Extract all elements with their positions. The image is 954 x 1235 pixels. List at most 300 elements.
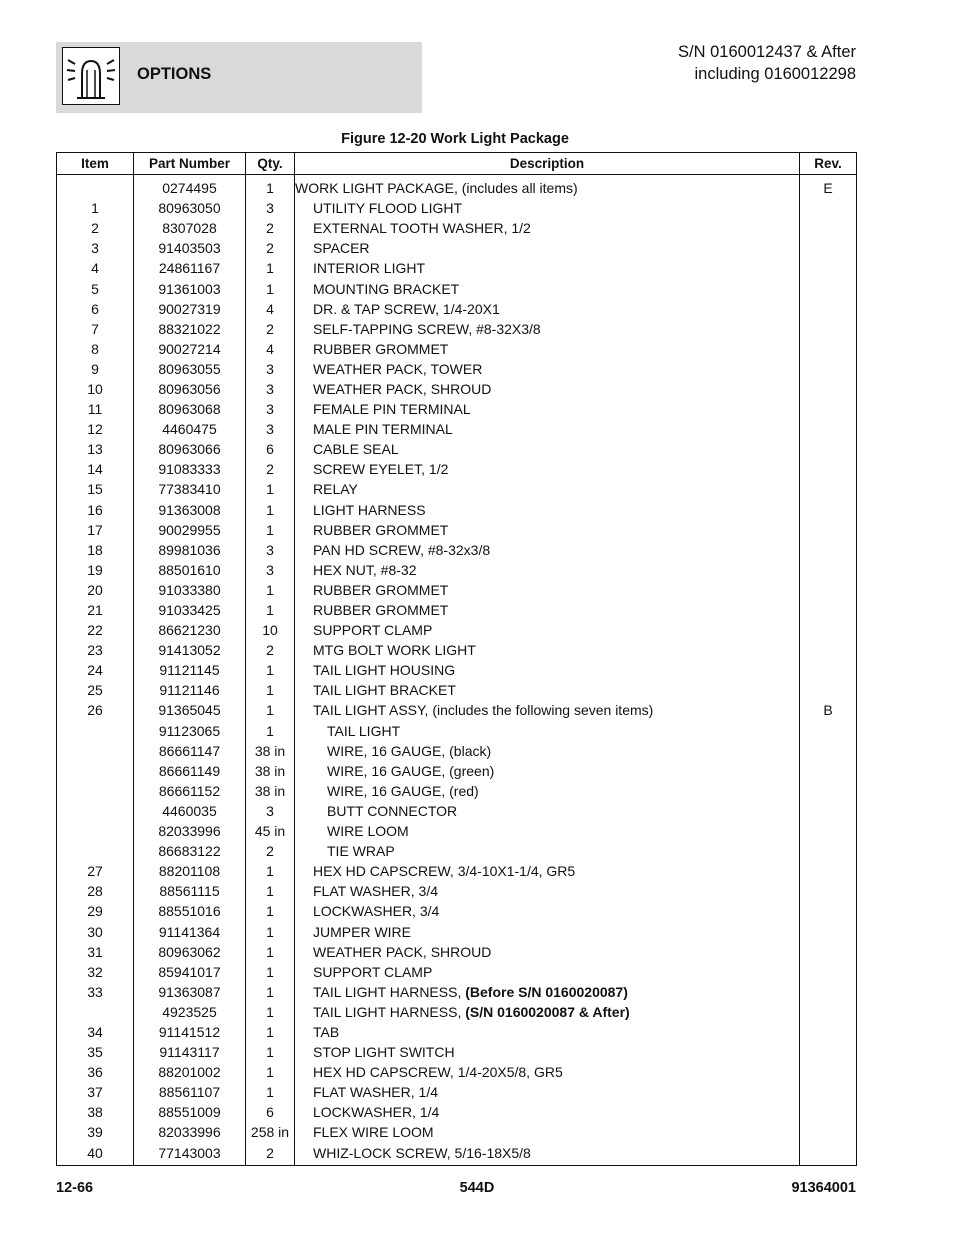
cell-item: 28 — [57, 881, 134, 901]
cell-item: 18 — [57, 540, 134, 560]
cell-description — [295, 1102, 800, 1122]
cell-part-number: 91403503 — [134, 238, 246, 258]
table-row — [57, 801, 857, 821]
table-row — [57, 175, 857, 199]
description-text: WIRE, 16 GAUGE, (black) — [327, 742, 492, 759]
cell-description — [295, 781, 800, 801]
cell-qty: 1 — [246, 1062, 295, 1082]
cell-description — [295, 1042, 800, 1062]
cell-part-number: 77383410 — [134, 479, 246, 499]
description-text: FLAT WASHER, 1/4 — [313, 1084, 438, 1101]
table-row — [57, 580, 857, 600]
cell-rev: E — [800, 175, 857, 199]
description-text: MALE PIN TERMINAL — [313, 421, 453, 438]
page-number: 12-66 — [56, 1180, 94, 1196]
cell-description — [295, 680, 800, 700]
cell-rev — [800, 580, 857, 600]
cell-description — [295, 359, 800, 379]
cell-rev — [800, 640, 857, 660]
cell-item: 19 — [57, 560, 134, 580]
cell-item: 12 — [57, 419, 134, 439]
cell-description — [295, 982, 800, 1002]
description-text: RUBBER GROMMET — [313, 340, 449, 357]
cell-rev — [800, 1122, 857, 1142]
cell-description — [295, 560, 800, 580]
cell-item: 7 — [57, 319, 134, 339]
cell-qty: 45 in — [246, 821, 295, 841]
work-light-icon — [62, 47, 120, 105]
cell-qty: 258 in — [246, 1122, 295, 1142]
cell-rev — [800, 901, 857, 921]
table-row — [57, 1122, 857, 1142]
table-row — [57, 238, 857, 258]
cell-description — [295, 218, 800, 238]
cell-description — [295, 741, 800, 761]
cell-rev — [800, 721, 857, 741]
cell-rev — [800, 560, 857, 580]
cell-item: 38 — [57, 1102, 134, 1122]
cell-part-number: 91141364 — [134, 921, 246, 941]
cell-description — [295, 520, 800, 540]
description-text: EXTERNAL TOOTH WASHER, 1/2 — [313, 220, 531, 237]
table-row — [57, 861, 857, 881]
cell-rev — [800, 399, 857, 419]
cell-part-number: 89981036 — [134, 540, 246, 560]
cell-qty: 6 — [246, 1102, 295, 1122]
table-header-row — [57, 153, 857, 175]
cell-qty: 2 — [246, 640, 295, 660]
cell-item: 30 — [57, 921, 134, 941]
cell-item — [57, 761, 134, 781]
serial-line: S/N 0160012437 & After — [678, 43, 856, 61]
table-row — [57, 1143, 857, 1166]
cell-rev — [800, 379, 857, 399]
cell-description — [295, 861, 800, 881]
cell-qty: 1 — [246, 921, 295, 941]
cell-part-number: 91363087 — [134, 982, 246, 1002]
cell-description — [295, 419, 800, 439]
cell-rev — [800, 841, 857, 861]
cell-qty: 1 — [246, 580, 295, 600]
cell-item: 26 — [57, 700, 134, 720]
cell-part-number: 91361003 — [134, 278, 246, 298]
cell-description — [295, 339, 800, 359]
cell-qty: 1 — [246, 881, 295, 901]
cell-item: 40 — [57, 1143, 134, 1166]
cell-rev — [800, 218, 857, 238]
cell-part-number: 80963066 — [134, 439, 246, 459]
cell-rev — [800, 1042, 857, 1062]
cell-part-number: 8307028 — [134, 218, 246, 238]
cell-qty: 38 in — [246, 781, 295, 801]
cell-item: 21 — [57, 600, 134, 620]
table-row — [57, 721, 857, 741]
description-text: TAIL LIGHT — [327, 722, 401, 739]
cell-description — [295, 580, 800, 600]
description-text: SPACER — [313, 240, 370, 257]
cell-part-number: 88561115 — [134, 881, 246, 901]
cell-rev — [800, 881, 857, 901]
cell-part-number: 91413052 — [134, 640, 246, 660]
description-text: FEMALE PIN TERMINAL — [313, 401, 471, 418]
cell-item: 29 — [57, 901, 134, 921]
manual-number: 91364001 — [791, 1180, 856, 1196]
table-row — [57, 741, 857, 761]
cell-description — [295, 379, 800, 399]
table-row — [57, 278, 857, 298]
description-text: TAB — [313, 1023, 340, 1040]
table-row — [57, 1082, 857, 1102]
table-row — [57, 399, 857, 419]
cell-description — [295, 942, 800, 962]
description-serial-note: (S/N 0160020087 & After) — [465, 1003, 630, 1020]
cell-item: 3 — [57, 238, 134, 258]
table-row — [57, 218, 857, 238]
table-row — [57, 620, 857, 640]
cell-rev — [800, 620, 857, 640]
cell-item — [57, 1002, 134, 1022]
cell-part-number: 86661152 — [134, 781, 246, 801]
cell-description — [295, 841, 800, 861]
cell-item — [57, 175, 134, 199]
description-text: RUBBER GROMMET — [313, 602, 449, 619]
cell-part-number: 86683122 — [134, 841, 246, 861]
cell-qty: 3 — [246, 198, 295, 218]
table-row — [57, 660, 857, 680]
cell-description — [295, 1143, 800, 1166]
column-header-description: Description — [295, 153, 800, 175]
cell-qty: 1 — [246, 520, 295, 540]
cell-description — [295, 540, 800, 560]
cell-description — [295, 278, 800, 298]
table-row — [57, 1102, 857, 1122]
cell-rev — [800, 1022, 857, 1042]
cell-part-number: 86621230 — [134, 620, 246, 640]
cell-description — [295, 258, 800, 278]
cell-rev — [800, 540, 857, 560]
cell-part-number: 80963050 — [134, 198, 246, 218]
cell-qty: 2 — [246, 459, 295, 479]
table-row — [57, 1022, 857, 1042]
description-text: TAIL LIGHT HOUSING — [313, 662, 456, 679]
description-text: RUBBER GROMMET — [313, 521, 449, 538]
description-text: WIRE LOOM — [327, 823, 409, 840]
description-text: FLEX WIRE LOOM — [313, 1124, 434, 1141]
cell-rev — [800, 962, 857, 982]
cell-qty: 38 in — [246, 761, 295, 781]
description-text: STOP LIGHT SWITCH — [313, 1044, 455, 1061]
cell-part-number: 91141512 — [134, 1022, 246, 1042]
cell-description — [295, 901, 800, 921]
cell-description — [295, 479, 800, 499]
serial-line: including 0160012298 — [694, 64, 856, 83]
cell-part-number: 88201108 — [134, 861, 246, 881]
cell-item: 4 — [57, 258, 134, 278]
table-row — [57, 901, 857, 921]
cell-rev — [800, 761, 857, 781]
cell-item — [57, 741, 134, 761]
cell-qty: 1 — [246, 600, 295, 620]
cell-rev — [800, 660, 857, 680]
cell-item: 31 — [57, 942, 134, 962]
cell-description — [295, 660, 800, 680]
description-text: TAIL LIGHT HARNESS, — [313, 1003, 466, 1020]
cell-item — [57, 781, 134, 801]
table-row — [57, 680, 857, 700]
description-text: LIGHT HARNESS — [313, 501, 426, 518]
cell-part-number: 86661147 — [134, 741, 246, 761]
figure-title: Figure 12-20 Work Light Package — [341, 131, 569, 147]
cell-qty: 1 — [246, 479, 295, 499]
table-row — [57, 258, 857, 278]
cell-item: 20 — [57, 580, 134, 600]
cell-qty: 2 — [246, 1143, 295, 1166]
cell-description — [295, 600, 800, 620]
cell-part-number: 91363008 — [134, 500, 246, 520]
table-row — [57, 419, 857, 439]
cell-part-number: 91033425 — [134, 600, 246, 620]
table-row — [57, 942, 857, 962]
cell-rev — [800, 258, 857, 278]
table-row — [57, 299, 857, 319]
cell-part-number: 80963056 — [134, 379, 246, 399]
cell-item: 16 — [57, 500, 134, 520]
cell-qty: 1 — [246, 1002, 295, 1022]
table-row — [57, 921, 857, 941]
cell-item: 6 — [57, 299, 134, 319]
description-text: SUPPORT CLAMP — [313, 963, 433, 980]
cell-item: 27 — [57, 861, 134, 881]
serial-range — [678, 42, 856, 85]
description-text: WEATHER PACK, SHROUD — [313, 943, 492, 960]
section-title: OPTIONS — [137, 65, 212, 83]
description-text: UTILITY FLOOD LIGHT — [313, 200, 463, 217]
cell-description — [295, 1082, 800, 1102]
description-text: HEX HD CAPSCREW, 3/4-10X1-1/4, GR5 — [313, 863, 576, 880]
cell-qty: 3 — [246, 419, 295, 439]
parts-table-body — [57, 175, 857, 1166]
table-row — [57, 700, 857, 720]
cell-item: 8 — [57, 339, 134, 359]
cell-description — [295, 439, 800, 459]
table-row — [57, 841, 857, 861]
cell-item — [57, 821, 134, 841]
cell-description — [295, 1122, 800, 1142]
cell-item: 10 — [57, 379, 134, 399]
cell-part-number: 91121146 — [134, 680, 246, 700]
cell-qty: 1 — [246, 982, 295, 1002]
table-row — [57, 1002, 857, 1022]
description-text: WORK LIGHT PACKAGE, (includes all items) — [295, 180, 578, 197]
cell-rev — [800, 459, 857, 479]
description-serial-note: (Before S/N 0160020087) — [465, 983, 628, 1000]
cell-part-number: 4460475 — [134, 419, 246, 439]
cell-part-number: 88551009 — [134, 1102, 246, 1122]
table-row — [57, 439, 857, 459]
cell-rev — [800, 942, 857, 962]
column-header-part-number: Part Number — [134, 153, 246, 175]
cell-rev — [800, 821, 857, 841]
cell-description — [295, 319, 800, 339]
cell-qty: 2 — [246, 218, 295, 238]
cell-qty: 1 — [246, 700, 295, 720]
table-row — [57, 319, 857, 339]
cell-description — [295, 761, 800, 781]
cell-description — [295, 640, 800, 660]
cell-part-number: 90027319 — [134, 299, 246, 319]
cell-qty: 1 — [246, 1022, 295, 1042]
table-row — [57, 761, 857, 781]
cell-part-number: 91121145 — [134, 660, 246, 680]
cell-part-number: 91033380 — [134, 580, 246, 600]
cell-description — [295, 881, 800, 901]
cell-rev — [800, 680, 857, 700]
cell-item: 22 — [57, 620, 134, 640]
cell-qty: 2 — [246, 238, 295, 258]
cell-item: 39 — [57, 1122, 134, 1142]
table-row — [57, 600, 857, 620]
cell-item: 2 — [57, 218, 134, 238]
cell-rev — [800, 1062, 857, 1082]
cell-qty: 1 — [246, 721, 295, 741]
cell-part-number: 80963062 — [134, 942, 246, 962]
cell-qty: 1 — [246, 942, 295, 962]
cell-description — [295, 1022, 800, 1042]
description-text: BUTT CONNECTOR — [327, 802, 458, 819]
cell-qty: 1 — [246, 962, 295, 982]
cell-part-number: 88501610 — [134, 560, 246, 580]
description-text: DR. & TAP SCREW, 1/4-20X1 — [313, 300, 500, 317]
cell-rev — [800, 1082, 857, 1102]
description-text: WIRE, 16 GAUGE, (red) — [327, 782, 479, 799]
cell-description — [295, 821, 800, 841]
cell-part-number: 90029955 — [134, 520, 246, 540]
description-text: WEATHER PACK, TOWER — [313, 360, 483, 377]
cell-item: 5 — [57, 278, 134, 298]
cell-item: 24 — [57, 660, 134, 680]
cell-part-number: 91083333 — [134, 459, 246, 479]
cell-qty: 1 — [246, 278, 295, 298]
cell-part-number: 80963055 — [134, 359, 246, 379]
cell-part-number: 0274495 — [134, 175, 246, 199]
cell-item: 32 — [57, 962, 134, 982]
cell-qty: 1 — [246, 901, 295, 921]
table-row — [57, 1042, 857, 1062]
cell-rev — [800, 198, 857, 218]
table-row — [57, 962, 857, 982]
cell-description — [295, 962, 800, 982]
cell-part-number: 82033996 — [134, 821, 246, 841]
cell-qty: 3 — [246, 379, 295, 399]
table-row — [57, 500, 857, 520]
table-row — [57, 359, 857, 379]
cell-part-number: 88551016 — [134, 901, 246, 921]
cell-part-number: 88321022 — [134, 319, 246, 339]
cell-rev — [800, 238, 857, 258]
cell-rev — [800, 359, 857, 379]
description-text: TAIL LIGHT BRACKET — [313, 682, 456, 699]
cell-item — [57, 721, 134, 741]
description-text: FLAT WASHER, 3/4 — [313, 883, 438, 900]
cell-item: 23 — [57, 640, 134, 660]
cell-qty: 2 — [246, 319, 295, 339]
table-row — [57, 459, 857, 479]
cell-qty: 3 — [246, 540, 295, 560]
cell-rev — [800, 319, 857, 339]
cell-item: 14 — [57, 459, 134, 479]
cell-description — [295, 721, 800, 741]
cell-part-number: 90027214 — [134, 339, 246, 359]
description-text: SUPPORT CLAMP — [313, 622, 433, 639]
cell-qty: 1 — [246, 680, 295, 700]
cell-part-number: 82033996 — [134, 1122, 246, 1142]
description-text: RELAY — [313, 481, 358, 498]
cell-qty: 1 — [246, 1042, 295, 1062]
cell-rev — [800, 1143, 857, 1166]
cell-rev — [800, 741, 857, 761]
description-text: WHIZ-LOCK SCREW, 5/16-18X5/8 — [313, 1144, 531, 1161]
cell-part-number: 88201002 — [134, 1062, 246, 1082]
description-text: RUBBER GROMMET — [313, 581, 449, 598]
cell-part-number: 91365045 — [134, 700, 246, 720]
cell-qty: 1 — [246, 660, 295, 680]
cell-qty: 3 — [246, 560, 295, 580]
cell-description — [295, 299, 800, 319]
description-text: HEX NUT, #8-32 — [313, 561, 417, 578]
cell-part-number: 4923525 — [134, 1002, 246, 1022]
cell-rev — [800, 339, 857, 359]
cell-description — [295, 1062, 800, 1082]
cell-item — [57, 841, 134, 861]
table-row — [57, 640, 857, 660]
table-row — [57, 339, 857, 359]
cell-qty: 3 — [246, 399, 295, 419]
cell-rev — [800, 600, 857, 620]
cell-qty: 3 — [246, 801, 295, 821]
table-row — [57, 540, 857, 560]
cell-qty: 1 — [246, 500, 295, 520]
table-row — [57, 560, 857, 580]
cell-item: 34 — [57, 1022, 134, 1042]
cell-item: 36 — [57, 1062, 134, 1082]
cell-item — [57, 801, 134, 821]
cell-item: 33 — [57, 982, 134, 1002]
cell-rev — [800, 861, 857, 881]
cell-part-number: 80963068 — [134, 399, 246, 419]
cell-description — [295, 399, 800, 419]
cell-qty: 2 — [246, 841, 295, 861]
column-header-item: Item — [57, 153, 134, 175]
cell-description — [295, 500, 800, 520]
table-row — [57, 982, 857, 1002]
cell-description — [295, 238, 800, 258]
cell-qty: 4 — [246, 339, 295, 359]
description-text: WEATHER PACK, SHROUD — [313, 380, 492, 397]
cell-part-number: 4460035 — [134, 801, 246, 821]
description-text: HEX HD CAPSCREW, 1/4-20X5/8, GR5 — [313, 1064, 563, 1081]
table-row — [57, 781, 857, 801]
description-text: WIRE, 16 GAUGE, (green) — [327, 762, 495, 779]
cell-rev — [800, 982, 857, 1002]
cell-description — [295, 620, 800, 640]
description-text: TAIL LIGHT ASSY, (includes the following seven items) — [313, 702, 654, 719]
cell-rev — [800, 520, 857, 540]
description-text: INTERIOR LIGHT — [313, 260, 426, 277]
model-number: 544D — [459, 1180, 495, 1196]
description-text: SCREW EYELET, 1/2 — [313, 461, 449, 478]
cell-rev — [800, 801, 857, 821]
table-row — [57, 479, 857, 499]
